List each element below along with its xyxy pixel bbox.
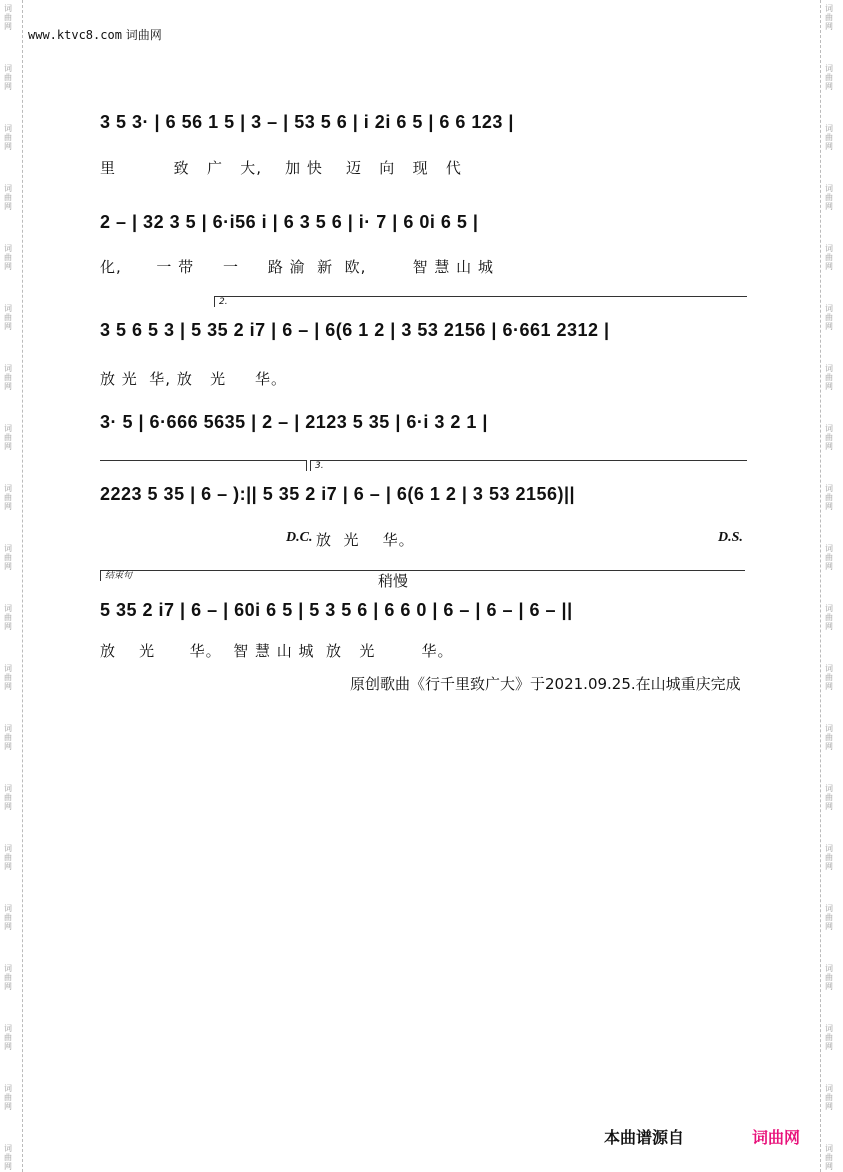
watermark-mark: 词 曲 网 xyxy=(4,424,12,451)
lyric-line-3: 放 光 华, 放 光 华。 xyxy=(100,370,287,388)
lyric-line-2: 化, 一 带 一 路 渝 新 欧, 智 慧 山 城 xyxy=(100,258,494,276)
lyric-line-1: 里 致 广 大, 加 快 迈 向 现 代 xyxy=(100,159,462,177)
volta-3-label: 3. xyxy=(315,461,324,471)
watermark-mark: 词 曲 网 xyxy=(4,304,12,331)
volta-2-label: 2. xyxy=(219,297,228,307)
watermark-mark: 词 曲 网 xyxy=(825,1084,833,1111)
watermark-mark: 词 曲 网 xyxy=(4,124,12,151)
watermark-mark: 词 曲 网 xyxy=(825,904,833,931)
site-header[interactable] xyxy=(28,26,162,43)
footer-brand-link[interactable]: 词曲网 xyxy=(752,1128,801,1147)
watermark-mark: 词 曲 网 xyxy=(825,244,833,271)
watermark-mark: 词 曲 网 xyxy=(4,244,12,271)
right-margin-strip xyxy=(820,0,843,1172)
score-line-6: 5 35 2 i7 | 6 – | 60i 6 5 | 5 3 5 6 | 6 6 0 | 6 – | 6 – | 6 – || xyxy=(100,600,573,620)
watermark-mark: 词 曲 网 xyxy=(825,364,833,391)
watermark-mark: 词 曲 网 xyxy=(4,1144,12,1171)
watermark-mark: 词 曲 网 xyxy=(4,604,12,631)
dc-marking: D.C. xyxy=(286,530,313,545)
volta-3-bracket xyxy=(310,460,747,471)
watermark-mark: 词 曲 网 xyxy=(825,844,833,871)
watermark-mark: 词 曲 网 xyxy=(4,844,12,871)
ending-label: 结束句 xyxy=(105,571,133,581)
watermark-mark: 词 曲 网 xyxy=(825,784,833,811)
watermark-mark: 词 曲 网 xyxy=(4,184,12,211)
footer-source-label: 本曲谱源自 xyxy=(604,1128,685,1147)
score-line-1: 3 5 3· | 6 56 1 5 | 3 – | 53 5 6 | i 2i 6 5 | 6 6 123 | xyxy=(100,112,514,132)
watermark-mark: 词 曲 网 xyxy=(4,364,12,391)
lyric-line-6: 放 光 华。 智 慧 山 城 放 光 华。 xyxy=(100,642,454,660)
watermark-mark: 词 曲 网 xyxy=(825,484,833,511)
watermark-mark: 词 曲 网 xyxy=(4,1084,12,1111)
watermark-mark: 词 曲 网 xyxy=(825,964,833,991)
watermark-mark: 词 曲 网 xyxy=(4,64,12,91)
watermark-mark: 词 曲 网 xyxy=(825,724,833,751)
volta-2-bracket xyxy=(214,296,747,307)
slower-marking: 稍慢 xyxy=(378,572,409,590)
watermark-mark: 词 曲 网 xyxy=(4,544,12,571)
watermark-mark: 词 曲 网 xyxy=(4,724,12,751)
watermark-mark: 词 曲 网 xyxy=(4,664,12,691)
watermark-mark: 词 曲 网 xyxy=(825,124,833,151)
watermark-mark: 词 曲 网 xyxy=(4,964,12,991)
watermark-mark: 词 曲 网 xyxy=(4,484,12,511)
score-line-2: 2 – | 32 3 5 | 6·i56 i | 6 3 5 6 | i· 7 | 6 0i 6 5 | xyxy=(100,212,479,232)
watermark-mark: 词 曲 网 xyxy=(4,904,12,931)
ds-marking: D.S. xyxy=(718,530,743,545)
watermark-mark: 词 曲 网 xyxy=(825,424,833,451)
lyric-line-5: 放 光 华。 xyxy=(316,531,415,549)
first-ending-bracket xyxy=(100,460,307,471)
score-line-4: 3· 5 | 6·666 5635 | 2 – | 2123 5 35 | 6·i 3 2 1 | xyxy=(100,412,488,432)
watermark-mark: 词 曲 网 xyxy=(825,604,833,631)
watermark-mark: 词 曲 网 xyxy=(825,304,833,331)
watermark-mark: 词 曲 网 xyxy=(825,664,833,691)
watermark-mark: 词 曲 网 xyxy=(825,544,833,571)
watermark-mark: 词 曲 网 xyxy=(825,1144,833,1171)
site-url[interactable]: www.ktvc8.com xyxy=(28,28,122,42)
ending-bracket xyxy=(100,570,745,581)
site-name[interactable]: 词曲网 xyxy=(125,28,162,42)
watermark-mark: 词 曲 网 xyxy=(825,64,833,91)
watermark-mark: 词 曲 网 xyxy=(4,1024,12,1051)
score-line-5: 2223 5 35 | 6 – ):|| 5 35 2 i7 | 6 – | 6(6 1 2 | 3 53 2156)|| xyxy=(100,484,576,504)
watermark-mark: 词 曲 网 xyxy=(4,784,12,811)
watermark-mark: 词 曲 网 xyxy=(4,4,12,31)
watermark-mark: 词 曲 网 xyxy=(825,4,833,31)
composition-caption: 原创歌曲《行千里致广大》于2021.09.25.在山城重庆完成 xyxy=(350,675,741,693)
watermark-mark: 词 曲 网 xyxy=(825,1024,833,1051)
score-line-3: 3 5 6 5 3 | 5 35 2 i7 | 6 – | 6(6 1 2 | 3 53 2156 | 6·661 2312 | xyxy=(100,320,610,340)
watermark-mark: 词 曲 网 xyxy=(825,184,833,211)
left-margin-strip xyxy=(0,0,23,1172)
